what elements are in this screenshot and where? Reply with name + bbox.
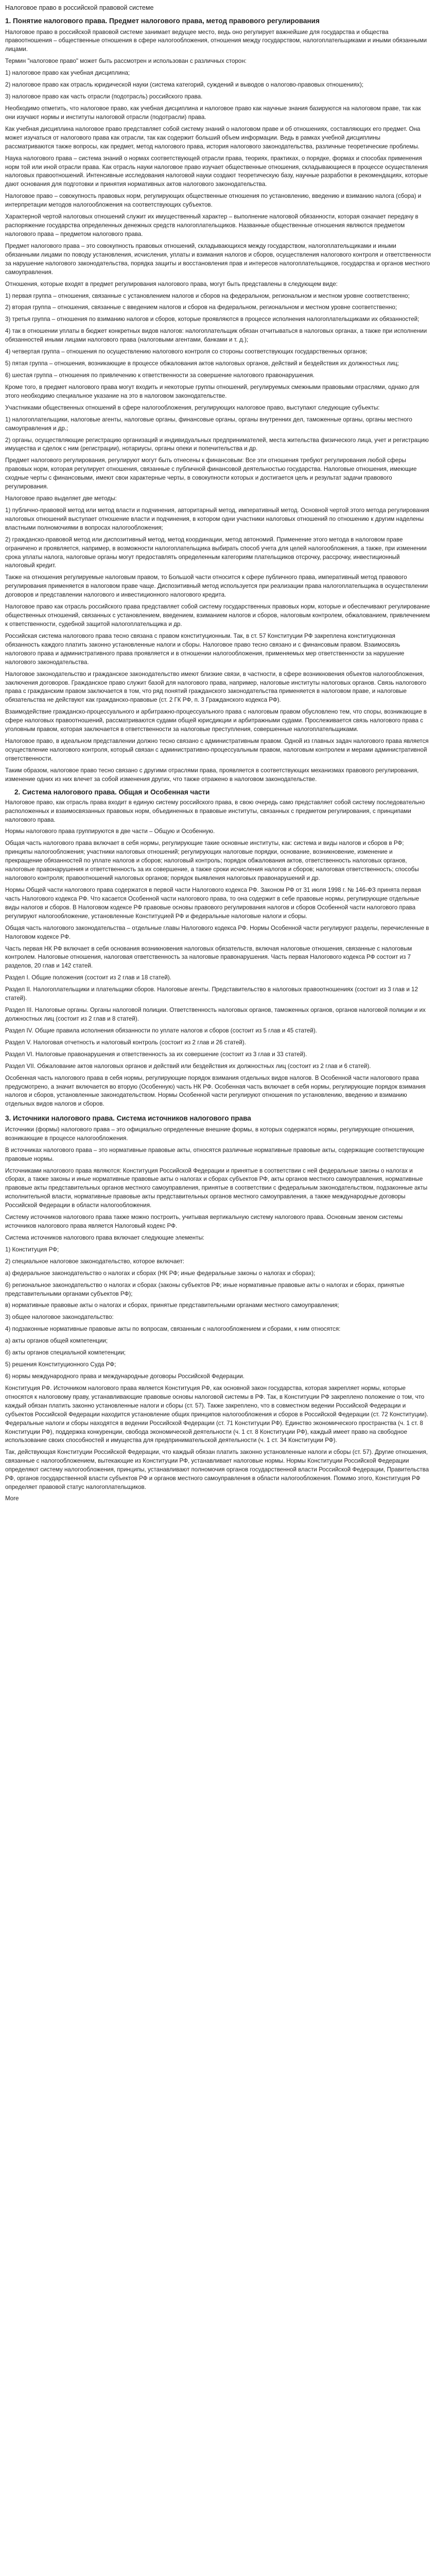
section-heading: 3. Источники налогового права. Система источников налогового права bbox=[5, 1114, 251, 1123]
paragraph: Также на отношения регулируемые налоговым правом, то Большой части относится к сфере публичного права, императивный метод правового регулирования применяется в налоговом праве чаще. Диспозитивный метод используется при реализации права налогоплательщика в осуществлении договоров и представлении налогового и инвестиционного налогового кредита. bbox=[5, 574, 428, 599]
paragraph: Раздел III. Налоговые органы. Органы налоговой полиции. Ответственность налоговых органов, таможенных органов, органов налоговой полиции и их должностных лиц (состоит из 2 глав и 8 статей). bbox=[5, 1007, 426, 1022]
paragraph: Отношения, которые входят в предмет регулирования налогового права, могут быть представлены в следующем виде: bbox=[5, 280, 338, 287]
paragraph: Источниками налогового права являются: Конституция Российской Федерации и принятые в соответствии с ней федеральные законы о налогах и сборах, а также законы и иные нормативные правовые акты о налогах и сборах субъектов РФ, акты органов местного самоуправления, нормативные правовые акты представительных органов местного самоуправления, принятые в соответствии с федеральным законодательством, подзаконные акты исполнительной власти, нормативные правовые акты представительных органов местного самоуправления, а также международные договоры Российской Федерации в области налогообложения. bbox=[5, 1167, 428, 1209]
paragraph: б) региональное законодательство о налогах и сборах (законы субъектов РФ; иные нормативные правовые акты о налогах и сборах, принятые представительными органами субъектов РФ); bbox=[5, 1281, 405, 1297]
paragraph: Таким образом, налоговое право тесно связано с другими отраслями права, проявляется в соответствующих механизмах правового регулирования, изменение одних из них влечет за собой изменения других, что также отражено в налоговом законодательстве. bbox=[5, 767, 419, 783]
paragraph: Нормы налогового права группируются в две части – Общую и Особенную. bbox=[5, 828, 215, 835]
paragraph: 3) общее налоговое законодательство: bbox=[5, 1314, 114, 1321]
paragraph: Раздел VII. Обжалование актов налоговых органов и действий или бездействия их должностных лиц (состоит из 2 глав и 6 статей). bbox=[5, 1062, 371, 1070]
paragraph: Предмет налогового регулирования, регулируют могут быть отнесены к финансовым: Все эти отношения требуют регулирования любой сферы правовых норм, которая регулирует отношения, связанные с публичной финансовой деятельностью государства. Налоговые отношения, имеющие сходные черты с финансовыми, имеют свои характерные черты, в совокупности которых и достигается цель и результат задачи правового регулирования. bbox=[5, 457, 417, 490]
section-2 bbox=[5, 788, 431, 1109]
paragraph: а) федеральное законодательство о налогах и сборах (НК РФ; иные федеральные законы о налогах и сборах); bbox=[5, 1269, 316, 1277]
paragraph: Особенная часть налогового права в себя нормы, регулирующие порядок взимания отдельных видов налогов. В Особенной части налогового права предусмотрено, а значит включается во вторую (Особенную) часть НК РФ. Особенная часть включает в себя нормы, регулирующие порядок взимания налогов и сборов, установленные законодательством. Нормы Особенной части регулируют отношения по установлению, введению и взиманию отдельных видов налогов и сборов. bbox=[5, 1074, 426, 1108]
paragraph: Налоговое право, как отрасль права входит в единую систему российского права, в свою очередь само представляет собой систему последовательно расположенных и взаимосвязанных правовых норм, объединенных в правовые институты, связанных с предметом регулирования, с принципами налогового права. bbox=[5, 799, 425, 823]
paragraph: 1) Конституция РФ; bbox=[5, 1246, 59, 1253]
paragraph: Общая часть налогового законодательства – отдельные главы Налогового кодекса РФ. Нормы Особенной части регулируют разделы, перечисленные в Налоговом кодексе РФ. bbox=[5, 924, 429, 940]
section-heading: 2. Система налогового права. Общая и Особенная части bbox=[14, 788, 210, 796]
more-link-text[interactable]: More bbox=[5, 1495, 19, 1502]
paragraph: Российская система налогового права тесно связана с правом конституционным. Так, в ст. 57 Конституции РФ закреплена конституционная обязанность каждого платить законно установленные налоги и сборы. Налоговое право тесно связано и с финансовым правом. Взаимосвязь налогового права и административного права проявляется и в отношении налогообложения, применяемых мер ответственности за нарушение налогового законодательства. bbox=[5, 632, 405, 666]
paragraph: 4) четвертая группа – отношения по осуществлению налогового контроля со стороны соответствующих государственных органов; bbox=[5, 348, 368, 355]
paragraph: В источниках налогового права – это нормативные правовые акты, относятся различные нормативные правовые акты, содержащие соответствующие правовые нормы. bbox=[5, 1146, 425, 1162]
paragraph: а) акты органов общей компетенции; bbox=[5, 1337, 108, 1345]
paragraph: Характерной чертой налоговых отношений служит их имущественный характер – выполнение налоговой обязанности, которая означает передачу в распоряжение государства определенных денежных средств налогоплательщиков. Названные общественные отношения являются предметом налогового права – предметом налогового права. bbox=[5, 213, 418, 238]
paragraph: Налоговое право в российской правовой системе занимает ведущее место, ведь оно регулирует важнейшие для государства и общества правоотношения – общественные отношения в сфере налогообложения, отношения между государством, налогоплательщиками и иными обязанными лицами. bbox=[5, 28, 427, 53]
paragraph: Систему источников налогового права также можно построить, учитывая вертикальную систему налогового права. Основным звеном системы источников налогового права является Налоговый кодекс РФ. bbox=[5, 1214, 403, 1230]
paragraph: Термин "налоговое право" может быть рассмотрен и использован с различных сторон: bbox=[5, 58, 247, 65]
paragraph: 2) налоговое право как отрасль юридической науки (система категорий, суждений и выводов о налогово-правовых отношениях); bbox=[5, 81, 364, 89]
paragraph: Налоговое право, в идеальном представлении должно тесно связано с административным правом. Одной из главных задач налогового права является осуществление налогового контроля, который связан с административно-процессуальным правом, налоговым контролем и мерами административной ответственности. bbox=[5, 738, 429, 762]
paragraph: 6) нормы международного права и международные договоры Российской Федерации. bbox=[5, 1373, 245, 1380]
paragraph: Конституция РФ. Источником налогового права является Конституция РФ, как основной закон государства, которая закрепляет нормы, которые относятся к налоговому праву, устанавливающие правовые основы налоговой системы в РФ. Так, в Конституции РФ закреплено положение о том, что каждый обязан платить законно установленные налоги и сборы (ст. 57). Также закреплено, что в совместном ведении Российской Федерации и субъектов Российской Федерации находится установление общих принципов налогообложения и сборов в Российской Федерации (ст. 72 Конституции). Федеральные налоги и сборы находятся в ведении Российской Федерации (ст. 71 Конституции РФ). Единство экономического пространства (ч. 1 ст. 8 Конституции РФ), поддержка конкуренции, свобода экономической деятельности (ч. 1 ст. 8 Конституции РФ), каждый имеет право на свободное использование своих способностей и имущества для предпринимательской деятельности (ч. 1 ст. 34 Конституции РФ). bbox=[5, 1384, 428, 1444]
paragraph: 2) органы, осуществляющие регистрацию организаций и индивидуальных предпринимателей, места жительства физического лица, учет и регистрацию имущества и сделок с ним (регистрации), нотариусы, органы опеки и попечительства и др. bbox=[5, 436, 429, 452]
paragraph: Налоговое право выделяет две методы: bbox=[5, 495, 117, 502]
paragraph: Налоговое законодательство и гражданское законодательство имеют близкие связи, в частности, в сфере возникновения объектов налогообложения, заключения договоров. Гражданское право служит базой для налогового права, например, налоговые институты налоговых органов. Связь налогового права с гражданским правом заключается в том, что ряд понятий гражданского законодательства применяется в налоговом праве, и налоговые обязательства не действуют как гражданско-правовые (ст. 2 ГК РФ, п. 3 Гражданского кодекса РФ). bbox=[5, 670, 427, 704]
section-1 bbox=[5, 16, 431, 784]
page-title: Налоговое право в российской правовой системе bbox=[5, 4, 154, 11]
paragraph: Предмет налогового права – это совокупность правовых отношений, складывающихся между государством, налогоплательщиками и иными обязанными лицами по поводу установления, исчисления, уплаты и взимания налогов и сборов, осуществления налогового контроля и ответственности за нарушение налогового законодательства, порядка защиты и восстановления прав и интересов налогоплательщиков, государства и органов местного самоуправления. bbox=[5, 242, 431, 276]
paragraph: 2) специальное налоговое законодательство, которое включает: bbox=[5, 1258, 184, 1265]
paragraph: Налоговое право – совокупность правовых норм, регулирующих общественные отношения по установлению, введению и взиманию налога (сбора) и интерпретации методов налогообложения на соответствующих субъектов. bbox=[5, 193, 422, 209]
paragraph: б) акты органов специальной компетенции; bbox=[5, 1349, 126, 1357]
paragraph: Участниками общественных отношений в сфере налогообложения, регулирующих налоговое право, выступают следующие субъекты: bbox=[5, 404, 380, 411]
paragraph: Нормы Общей части налогового права содержатся в первой части Налогового кодекса РФ. Законом РФ от 31 июля 1998 г. № 146-ФЗ принята первая часть Налогового кодекса РФ. Что касается Особенной части налогового права, то она содержит в себе правовые нормы, регулирующие отдельные виды налогов и сборов. В Налоговом кодексе РФ правовые основы правового регулирования налогов и сборов Особенной части налогового права регулируют налогообложение, установленные Конституцией РФ и федеральные налоговые налоги и сборы. bbox=[5, 886, 421, 920]
paragraph: 1) первая группа – отношения, связанные с установлением налогов и сборов на федеральном, региональном и местном уровне соответственно; bbox=[5, 292, 410, 299]
paragraph: Так, действующая Конституции Российской Федерации, что каждый обязан платить законно установленные налоги и сборы (ст. 57). Другие отношения, связанные с налогообложением, вытекающие из Конституции РФ, устанавливает налоговые нормы. Нормы Конституции Российской Федерации определяют систему налогообложения, принципы, устанавливают полномочия органов государственной власти Российской Федерации, Правительства РФ, органов государственной власти субъектов РФ и органов местного самоуправления в области налогообложения. Помимо этого, Конституция РФ определяет правовой статус налогоплательщиков. bbox=[5, 1449, 429, 1491]
paragraph: 3) налоговое право как часть отрасли (подотрасль) российского права. bbox=[5, 93, 203, 100]
document-body bbox=[5, 16, 431, 1492]
paragraph: Система источников налогового права включает следующие элементы: bbox=[5, 1234, 205, 1241]
paragraph: Взаимодействие гражданско-процессуального и арбитражно-процессуального права с налоговым правом обусловлено тем, что споры, возникающие в сфере налоговых правоотношений, рассматриваются судами общей юрисдикции и арбитражными судами. Прослеживается связь налогового права с уголовным правом, которая заключается в ответственности за налоговые преступления, совершенные налогоплательщиками. bbox=[5, 708, 427, 733]
paragraph: 3) третья группа – отношения по взиманию налогов и сборов, которые проявляются в процессе исполнения налогоплательщиками их обязанностей; bbox=[5, 316, 420, 323]
paragraph: 6) шестая группа – отношения по привлечению к ответственности за совершение налогового правонарушения. bbox=[5, 371, 315, 379]
paragraph: Кроме того, в предмет налогового права могут входить и некоторые группы отношений, регулируемых смежными правовыми отраслями, однако для этого необходимо специальное указание на это в налоговом законодательстве. bbox=[5, 383, 420, 399]
paragraph: 4) подзаконные нормативные правовые акты по вопросам, связанным с налогообложением и сборами, к ним относятся: bbox=[5, 1326, 341, 1333]
paragraph: Общая часть налогового права включает в себя нормы, регулирующие такие основные институты, как: система и виды налогов и сборов в РФ; принципы налогообложения; участники налоговых отношений; регулирующих налоговые порядки, основание, возникновение, изменение и прекращение обязанностей по уплате налогов и сборов; налоговый контроль; порядок обжалования актов, ответственность налоговых органов, налоговые правонарушения и ответственность за их совершение, а также сроки исчисления налогов и сборов; налоговая ответственность; способы налогового контроля; правоотношений налоговых органов; порядок выявления налоговых правонарушений и др. bbox=[5, 840, 419, 882]
paragraph: 1) налоговое право как учебная дисциплина; bbox=[5, 70, 130, 77]
paragraph: Раздел VI. Налоговые правонарушения и ответственность за их совершение (состоит из 3 глав и 33 статей). bbox=[5, 1050, 307, 1058]
paragraph: 2) вторая группа – отношения, связанные с введением налогов и сборов на федеральном, региональном и местном уровне соответственно; bbox=[5, 304, 397, 311]
paragraph: 5) пятая группа – отношения, возникающие в процессе обжалования актов налоговых органов, действий и бездействия их должностных лиц; bbox=[5, 360, 399, 367]
paragraph: Раздел I. Общие положения (состоит из 2 глав и 18 статей). bbox=[5, 974, 171, 981]
paragraph: Раздел V. Налоговая отчетность и налоговый контроль (состоит из 2 глав и 26 статей). bbox=[5, 1039, 246, 1046]
paragraph: Необходимо отметить, что налоговое право, как учебная дисциплина и налоговое право как научные знания базируются на налоговом праве, так как они изучают нормы и институты налоговой отрасли (подотрасли) права. bbox=[5, 105, 421, 121]
paragraph: 1) публично-правовой метод или метод власти и подчинения, авторитарный метод, императивный метод. Основной чертой этого метода регулирования налоговых отношений выступает отношение власти и подчинения, в котором одни участники налоговых отношений по отношению к другим наделены властными полномочиями в вопросах налогообложения; bbox=[5, 506, 429, 531]
paragraph: в) нормативные правовые акты о налогах и сборах, принятые представительными органами местного самоуправления; bbox=[5, 1302, 339, 1309]
paragraph: Раздел IV. Общие правила исполнения обязанности по уплате налогов и сборов (состоит из 5 глав и 45 статей). bbox=[5, 1027, 317, 1034]
section-heading: 1. Понятие налогового права. Предмет налогового права, метод правового регулирования bbox=[5, 17, 320, 25]
paragraph: 5) решения Конституционного Суда РФ; bbox=[5, 1361, 116, 1368]
paragraph: Налоговое право как отрасль российского права представляет собой систему государственных правовых норм, которые и обеспечивают регулирование общественных отношений, связанных с установлением, введением, взиманием налогов и сборов, налоговым контролем, обжалованием, привлечением к ответственности, судебной защитой налогоплательщика и др. bbox=[5, 603, 430, 628]
paragraph: 1) налогоплательщики, налоговые агенты, налоговые органы, финансовые органы, органы внутренних дел, таможенные органы, органы местного самоуправления и др.; bbox=[5, 416, 412, 432]
paragraph: Наука налогового права – система знаний о нормах соответствующей отрасли права, теориях, практиках, о порядке, формах и способах применения норм той или иной отрасли права. Как отрасль науки налоговое право изучает общественные отношения, складывающиеся в процессе осуществления налоговых правоотношений. Интенсивные исследования налоговой науки создают теоретическую базу, научные разработки в рекомендациях, которые дают основания для подготовки и принятия нормативных актов налогового законодательства. bbox=[5, 155, 428, 188]
paragraph: 4) так в отношении уплаты в бюджет конкретных видов налогов: налогоплательщик обязан отчитываться в налоговых органах, а также при исполнении обязанностей иными лицами налогового права (налоговыми агентами, банками и т. д.); bbox=[5, 328, 427, 344]
paragraph: Источники (формы) налогового права – это официально определенные внешние формы, в которых содержатся нормы, регулирующие отношения, возникающие в процессе налогообложения. bbox=[5, 1126, 415, 1142]
paragraph: Раздел II. Налогоплательщики и плательщики сборов. Налоговые агенты. Представительство в налоговых правоотношениях (состоит из 3 глав и 12 статей). bbox=[5, 986, 418, 1002]
section-3 bbox=[5, 1114, 431, 1492]
paragraph: Часть первая НК РФ включает в себя основания возникновения налоговых обязательств, включая налоговые отношения, связанные с налоговым контролем. Налоговые отношения, налоговая ответственность за налоговые правонарушения. Часть первая Налогового кодекса РФ состоит из 7 разделов, 20 глав и 142 статей. bbox=[5, 945, 412, 970]
paragraph: Как учебная дисциплина налоговое право представляет собой систему знаний о налоговом праве и об отношениях, составляющих его предмет. Она может изучаться от налогового права как отрасли, так как содержит больший объем информации. Ведь в рамках учебной дисциплины рассматриваются также вопросы, как предмет, метод налогового права, история налогового законодательства, различные теоретические проблемы. bbox=[5, 125, 421, 150]
paragraph: 2) гражданско-правовой метод или диспозитивный метод, метод координации, метод автономий. Применение этого метода в налоговом праве ограничено и проявляется, например, в возможности налогоплательщика выбирать способ учета для целей налогообложения, а также, при изменении срока уплаты налога, налоговые органы могут предоставлять определенным категориям плательщиков отсрочку, рассрочку, инвестиционный налоговый кредит. bbox=[5, 536, 427, 569]
